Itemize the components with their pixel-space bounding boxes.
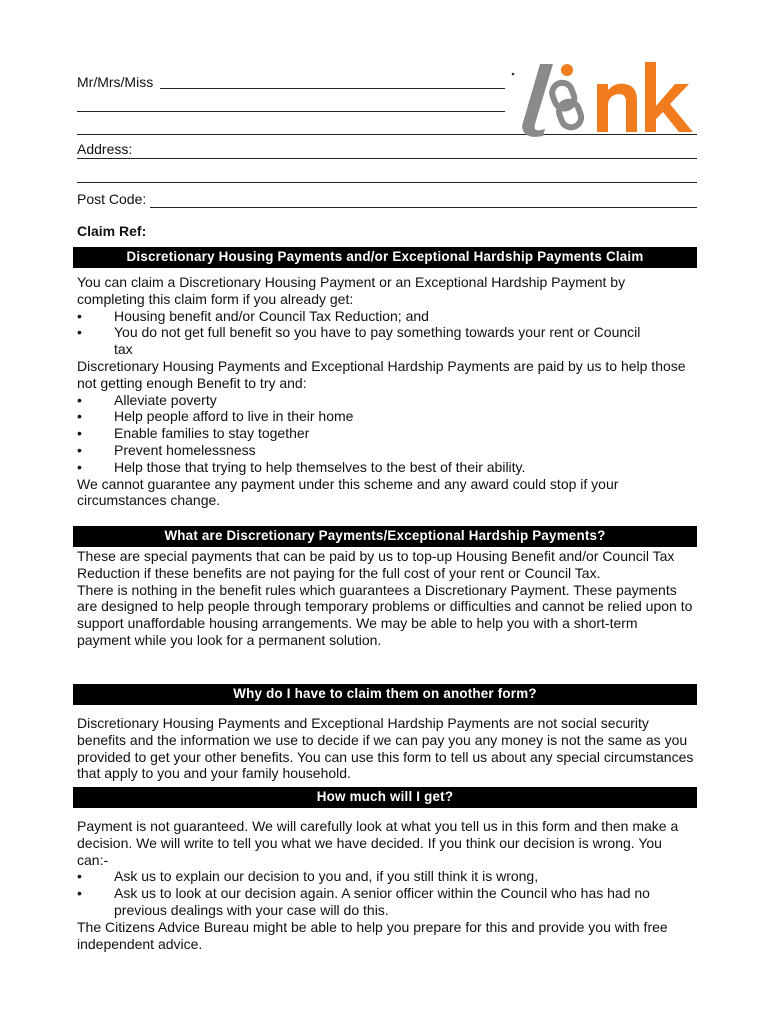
address-field-line-2[interactable] xyxy=(77,182,697,183)
section-4-para-2: The Citizens Advice Bureau might be able to help you prepare for this and provide you with free independent advice. xyxy=(77,918,668,952)
section-1-para-2: Discretionary Housing Payments and Exceptional Hardship Payments are paid by us to help those not getting enough Benefit to try and: xyxy=(77,357,686,391)
list-item: • Housing benefit and/or Council Tax Reduction; and xyxy=(77,308,695,325)
link-logo-graphic xyxy=(505,56,700,141)
section-3-body xyxy=(77,715,695,782)
section-3-heading: Why do I have to claim them on another form? xyxy=(73,684,697,705)
section-1-heading: Discretionary Housing Payments and/or Exceptional Hardship Payments Claim xyxy=(73,247,697,268)
section-1-bullets-1 xyxy=(77,308,695,358)
name-field-line-2[interactable] xyxy=(77,111,505,112)
section-2-para-1: These are special payments that can be paid by us to top-up Housing Benefit and/or Council Tax Reduction if these benefits are not paying for the full cost of your rent or Council Tax. xyxy=(77,548,675,581)
list-item: • Enable families to stay together xyxy=(77,425,695,442)
section-2-body xyxy=(77,548,695,649)
section-4-para-1: Payment is not guaranteed. We will carefully look at what you tell us in this form and then make a decision. We will write to tell you what we have decided. If you think our decision is wrong. You can:- xyxy=(77,818,679,868)
section-2-heading: What are Discretionary Payments/Exceptional Hardship Payments? xyxy=(73,526,697,547)
list-item: • You do not get full benefit so you have to pay something towards your rent or Council tax xyxy=(77,324,695,358)
address-field[interactable] xyxy=(77,158,697,159)
section-3-para-1: Discretionary Housing Payments and Exceptional Hardship Payments are not social security benefits and the information we use to decide if we can pay you any money is not the same as you provided to get your other benefits. You can use this form to tell us about any special circumstances that apply to you and your family household. xyxy=(77,715,694,782)
section-1-body xyxy=(77,274,695,509)
claim-ref-label: Claim Ref: xyxy=(77,223,147,239)
list-item: • Prevent homelessness xyxy=(77,442,695,459)
address-label: Address: xyxy=(77,141,133,157)
postcode-label: Post Code: xyxy=(77,191,147,207)
list-item: • Ask us to look at our decision again. A senior officer within the Council who has had no previous dealings with your case will do this. xyxy=(77,885,695,919)
section-4-heading: How much will I get? xyxy=(73,787,697,808)
postcode-field[interactable] xyxy=(150,207,697,208)
link-logo xyxy=(505,56,700,141)
section-2-para-2: There is nothing in the benefit rules which guarantees a Discretionary Payment. These payments are designed to help people through temporary problems or difficulties and cannot be relied upon to support unaffordable housing arrangements. We may be able to help you with a short-term payment while you look for a permanent solution. xyxy=(77,581,693,648)
section-1-para-3: We cannot guarantee any payment under this scheme and any award could stop if your circumstances change. xyxy=(77,475,619,509)
list-item: • Alleviate poverty xyxy=(77,392,695,409)
name-field[interactable] xyxy=(160,88,505,89)
section-4-bullets xyxy=(77,868,695,918)
list-item: • Help people afford to live in their home xyxy=(77,408,695,425)
section-1-bullets-2 xyxy=(77,392,695,476)
list-item: • Ask us to explain our decision to you and, if you still think it is wrong, xyxy=(77,868,695,885)
section-4-body xyxy=(77,818,695,952)
name-label: Mr/Mrs/Miss xyxy=(77,74,154,90)
list-item: • Help those that trying to help themselves to the best of their ability. xyxy=(77,459,695,476)
section-1-intro: You can claim a Discretionary Housing Payment or an Exceptional Hardship Payment by completing this claim form if you already get: xyxy=(77,274,626,307)
